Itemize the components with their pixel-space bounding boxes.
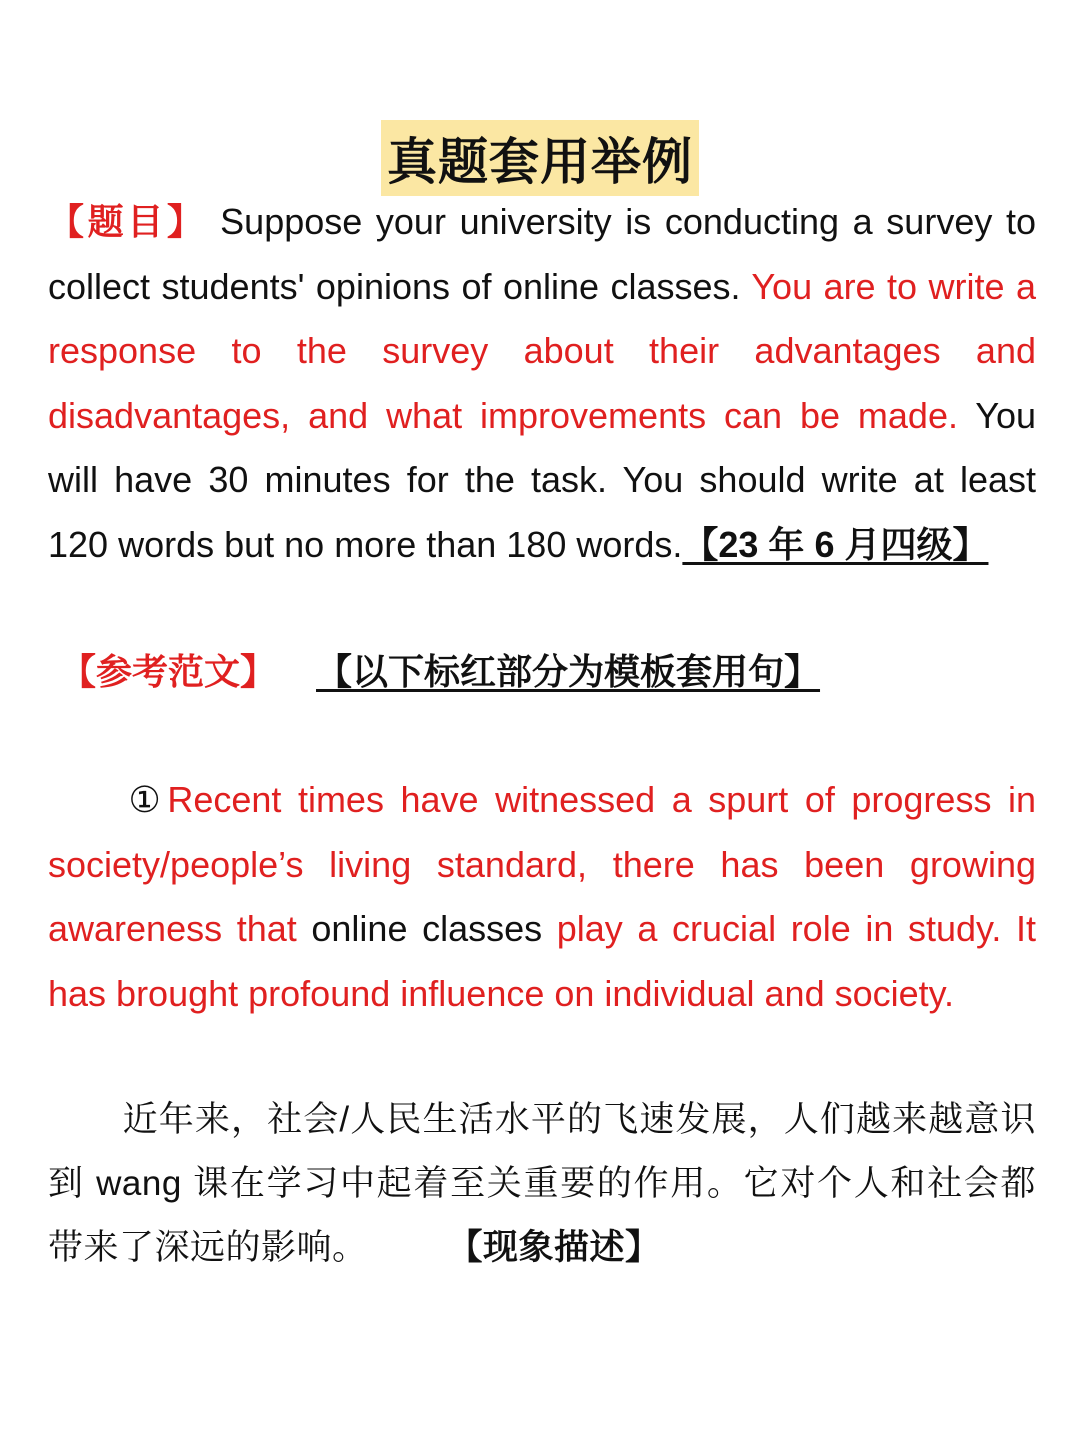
essay-topic: online classes [296, 908, 557, 949]
translation-text: 近年来，社会/人民生活水平的飞速发展，人们越来越意识到 wang 课在学习中起着至关重要的作用。它对个人和社会都带来了深远的影响。 [48, 1100, 1036, 1267]
question-paragraph [48, 190, 1036, 577]
question-text-1: Suppose your university is conducting a survey to collect students' opinions of online classes. [48, 201, 1036, 307]
question-text-2: You will have 30 minutes for the task. You should write at least 120 words but no more than 180 words. [48, 394, 1036, 565]
reference-row [60, 640, 820, 704]
reference-tag: 【参考范文】 [60, 651, 277, 692]
essay-template-2: play a crucial role in study. It has brought profound influence on individual and society. [48, 908, 1036, 1014]
page-title: 真题套用举例 [381, 120, 699, 196]
question-tag: 【题目】 [48, 201, 207, 242]
question-source: 【23 年 6 月四级】 [682, 523, 989, 565]
title-wrap [0, 120, 1080, 196]
essay-marker: ① [122, 779, 168, 820]
question-task-text: You are to write a response to the survey about their advantages and disadvantages, and what improvements can be made. [48, 265, 1036, 436]
essay-template-1: Recent times have witnessed a spurt of progress in society/people’s living standard, there has been growing awareness that [48, 779, 1036, 949]
translation-label: 【现象描述】 [447, 1228, 661, 1267]
translation-paragraph [48, 1088, 1036, 1280]
reference-note: 【以下标红部分为模板套用句】 [316, 651, 821, 692]
essay-paragraph [48, 768, 1036, 1026]
